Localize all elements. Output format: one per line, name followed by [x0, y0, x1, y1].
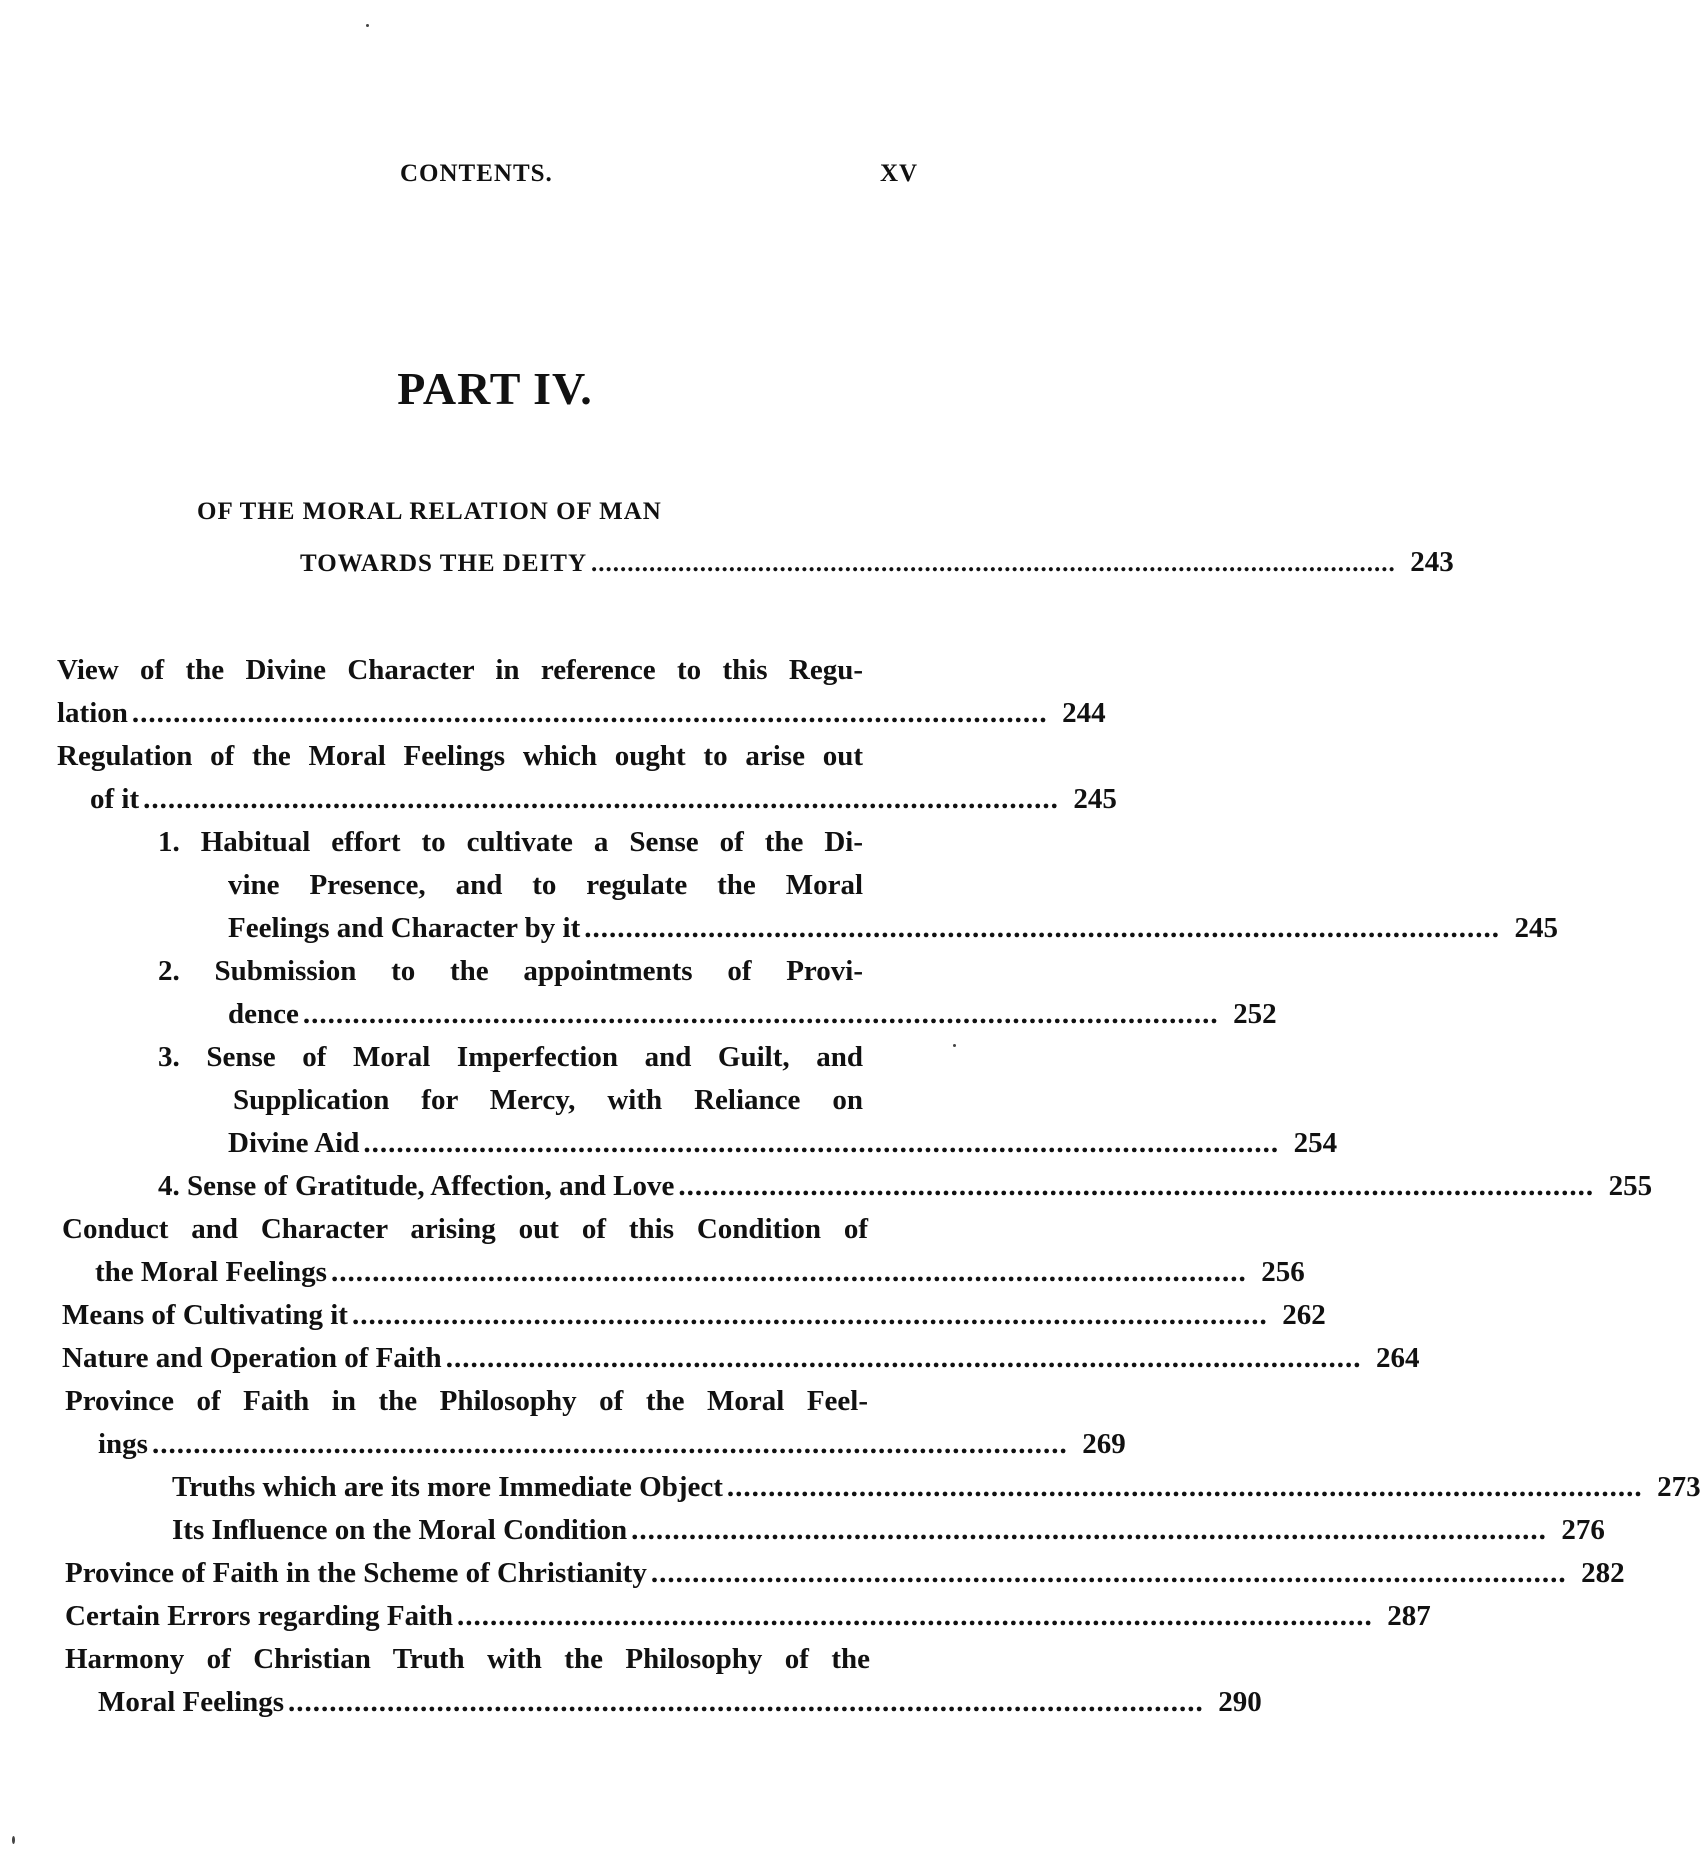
toc-entry	[65, 1553, 1625, 1593]
toc-entry	[228, 994, 1277, 1034]
toc-entry-text: Conduct and Character arising out of this Condition of	[62, 1213, 868, 1245]
toc-entry-text: View of the Divine Character in reference to this Regu-	[57, 654, 863, 686]
dot-leader: ...............................................................................................................	[363, 1127, 1280, 1159]
toc-entry-text: Nature and Operation of Faith	[62, 1342, 442, 1374]
toc-entry-text: Its Influence on the Moral Condition	[172, 1514, 628, 1546]
dot-leader: ...............................................................................................................	[288, 1686, 1204, 1718]
toc-entry	[95, 1252, 1305, 1292]
toc-entry-text: Feelings and Character by it	[228, 912, 581, 944]
toc-entry-text: dence	[228, 998, 299, 1030]
toc-entry-page: 287	[1387, 1600, 1431, 1632]
toc-entry	[158, 822, 863, 862]
dot-leader: ...............................................................................................................	[456, 1600, 1373, 1632]
dot-leader: ...............................................................................................................	[584, 912, 1501, 944]
toc-entry-text: 3. Sense of Moral Imperfection and Guilt, and	[158, 1041, 863, 1073]
toc-entry-text: lation	[57, 697, 128, 729]
toc-entry	[98, 1424, 1126, 1464]
toc-entry	[62, 1338, 1420, 1378]
toc-entry	[90, 779, 1117, 819]
running-title: CONTENTS.	[400, 160, 553, 187]
toc-entry	[62, 1295, 1326, 1335]
dot-leader: ...............................................................................................................	[351, 1299, 1268, 1331]
toc-entry	[158, 951, 863, 991]
dot-leader: ...............................................................................................................	[143, 783, 1059, 815]
part-subtitle-line1: OF THE MORAL RELATION OF MAN	[197, 498, 662, 525]
part-subtitle-page: 243	[1410, 546, 1454, 578]
toc-entry-page: 256	[1261, 1256, 1305, 1288]
toc-entry	[172, 1467, 1701, 1507]
toc-entry-text: Truths which are its more Immediate Object	[172, 1471, 723, 1503]
toc-entry-text: Province of Faith in the Philosophy of the Moral Feel-	[65, 1385, 868, 1417]
toc-entry-page: 269	[1082, 1428, 1126, 1460]
toc-entry-page: 262	[1282, 1299, 1326, 1331]
toc-entry-page: 254	[1293, 1127, 1338, 1159]
toc-entry	[57, 736, 863, 776]
toc-entry-page: 264	[1375, 1342, 1420, 1374]
toc-entry	[62, 1209, 868, 1249]
dot-leader: ...............................................................................................................	[726, 1471, 1643, 1503]
toc-entry-text: 2. Submission to the appointments of Provi-	[158, 955, 863, 987]
toc-entry	[228, 1123, 1338, 1163]
dot-leader: ...............................................................................................................	[631, 1514, 1547, 1546]
toc-entry-text: Regulation of the Moral Feelings which ought to arise out	[57, 740, 863, 772]
toc-entry	[57, 693, 1106, 733]
toc-entry	[65, 1596, 1431, 1636]
toc-entry-text: vine Presence, and to regulate the Moral	[228, 869, 863, 901]
toc-entry-text: Province of Faith in the Scheme of Christianity	[65, 1557, 647, 1589]
dot-leader: ...............................................................................................................	[330, 1256, 1247, 1288]
toc-entry-text: 1. Habitual effort to cultivate a Sense of the Di-	[158, 826, 863, 858]
toc-entry	[65, 1381, 868, 1421]
toc-entry-text: Harmony of Christian Truth with the Philosophy of the	[65, 1643, 870, 1675]
toc-entry-text: Certain Errors regarding Faith	[65, 1600, 453, 1632]
dot-leader: ...............................................................................................................	[650, 1557, 1567, 1589]
toc-entry-text: Supplication for Mercy, with Reliance on	[233, 1084, 863, 1116]
dot-leader: ...............................................................................................................	[151, 1428, 1068, 1460]
dot-leader: ...............................................................................................................	[678, 1170, 1595, 1202]
toc-entry-text: Divine Aid	[228, 1127, 360, 1159]
toc-entry	[158, 1166, 1653, 1206]
toc-entry-text: Means of Cultivating it	[62, 1299, 348, 1331]
dot-leader: ...............................................................................................................	[302, 998, 1219, 1030]
toc-entry-page: 276	[1561, 1514, 1605, 1546]
toc-entry	[233, 1080, 863, 1120]
toc-entry-page: 245	[1073, 783, 1117, 815]
page-number: XV	[880, 160, 919, 187]
toc-entry	[158, 1037, 863, 1077]
toc-entry-page: 290	[1218, 1686, 1262, 1718]
toc-entry	[98, 1682, 1262, 1722]
toc-entry-text: the Moral Feelings	[95, 1256, 327, 1288]
toc-entry	[228, 865, 863, 905]
toc-entry-page: 255	[1608, 1170, 1653, 1202]
toc-entry	[172, 1510, 1605, 1550]
part-subtitle-text: TOWARDS THE DEITY	[300, 550, 587, 577]
toc-entry	[65, 1639, 870, 1679]
toc-entry-text: 4. Sense of Gratitude, Affection, and Love	[158, 1170, 675, 1202]
toc-entry-page: 282	[1581, 1557, 1625, 1589]
toc-entry-page: 245	[1514, 912, 1559, 944]
dot-leader: ...............................................................................................................	[445, 1342, 1362, 1374]
toc-entry-text: of it	[90, 783, 140, 815]
toc-entry-text: Moral Feelings	[98, 1686, 285, 1718]
toc-entry-page: 273	[1657, 1471, 1701, 1503]
part-title: PART IV.	[397, 363, 593, 414]
dot-leader: ...............................................................................................................	[131, 697, 1048, 729]
toc-entry	[228, 908, 1559, 948]
toc-entry-page: 252	[1233, 998, 1277, 1030]
toc-entry-page: 244	[1062, 697, 1106, 729]
dot-leader: ...............................................................................................................	[591, 550, 1396, 577]
toc-entry	[57, 650, 863, 690]
toc-entry-text: ings	[98, 1428, 148, 1460]
